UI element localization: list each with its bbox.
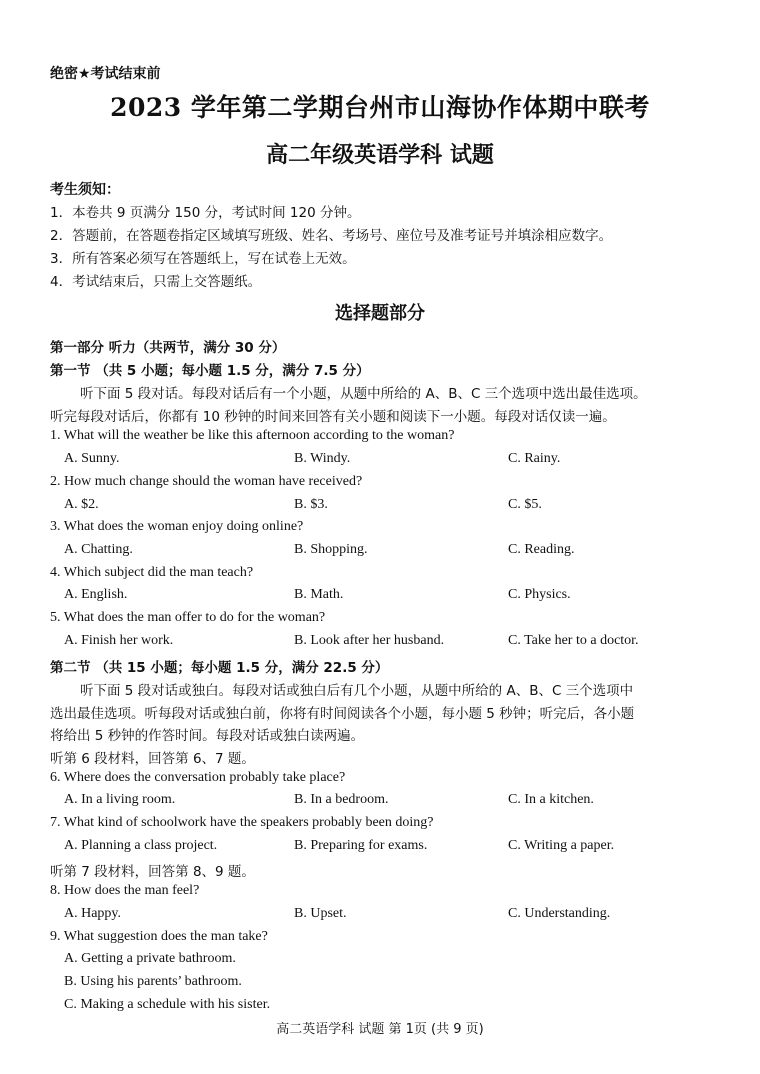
option-b: B. $3. [294, 497, 328, 512]
notice-heading: 考生须知： [50, 182, 120, 198]
option-b: B. Upset. [294, 906, 347, 921]
option-a: A. Chatting. [64, 542, 133, 557]
option-b: B. Shopping. [294, 542, 368, 557]
option-c: C. Rainy. [508, 451, 561, 466]
question-3: 3. What does the woman enjoy doing online? [50, 519, 304, 534]
option-a: A. $2. [64, 497, 99, 512]
section2-instructions: 听下面 5 段对话或独白。每段对话或独白后有几个小题，从题中所给的 A、B、C 三个选项中 [80, 683, 634, 699]
option-a: A. Getting a private bathroom. [64, 951, 236, 966]
question-7: 7. What kind of schoolwork have the speakers probably been doing? [50, 815, 434, 830]
option-c: C. $5. [508, 497, 542, 512]
notice-item: 1．本卷共 9 页满分 150 分，考试时间 120 分钟。 [50, 205, 361, 221]
question-2: 2. How much change should the woman have received? [50, 474, 363, 489]
option-a: A. In a living room. [64, 792, 176, 807]
question-5: 5. What does the man offer to do for the woman? [50, 610, 326, 625]
confidential-label: 绝密★考试结束前 [50, 66, 161, 82]
page-footer: 高二英语学科 试题 第 1页 (共 9 页) [276, 1022, 484, 1037]
option-b: B. Preparing for exams. [294, 838, 428, 853]
notice-item: 3．所有答案必须写在答题纸上，写在试卷上无效。 [50, 251, 356, 267]
question-8: 8. How does the man feel? [50, 883, 200, 898]
section2-heading: 第二节 （共 15 小题；每小题 1.5 分，满分 22.5 分） [50, 660, 389, 676]
material-7-note: 听第 7 段材料，回答第 8、9 题。 [50, 864, 255, 880]
question-1: 1. What will the weather be like this afternoon according to the woman? [50, 428, 455, 443]
exam-title: 2023 学年第二学期台州市山海协作体期中联考 [110, 93, 650, 122]
exam-subtitle: 高二年级英语学科 试题 [266, 142, 494, 168]
part1-heading: 第一部分 听力（共两节，满分 30 分） [50, 340, 286, 356]
question-4: 4. Which subject did the man teach? [50, 565, 254, 580]
option-b: B. In a bedroom. [294, 792, 389, 807]
option-b: B. Look after her husband. [294, 633, 445, 648]
question-9: 9. What suggestion does the man take? [50, 929, 268, 944]
section2-instructions-cont: 选出最佳选项。听每段对话或独白前，你将有时间阅读各个小题，每小题 5 秒钟；听完后，各小题 [50, 706, 635, 722]
section1-instructions: 听下面 5 段对话。每段对话后有一个小题，从题中所给的 A、B、C 三个选项中选出最佳选项。 [80, 386, 647, 402]
option-c: C. Writing a paper. [508, 838, 615, 853]
option-b: B. Using his parents’ bathroom. [64, 974, 242, 989]
option-b: B. Math. [294, 587, 344, 602]
section1-heading: 第一节 （共 5 小题；每小题 1.5 分，满分 7.5 分） [50, 363, 370, 379]
option-c: C. Reading. [508, 542, 575, 557]
option-a: A. Happy. [64, 906, 122, 921]
option-c: C. Physics. [508, 587, 571, 602]
option-a: A. Sunny. [64, 451, 120, 466]
section1-instructions-cont: 听完每段对话后，你都有 10 秒钟的时间来回答有关小题和阅读下一小题。每段对话仅读一遍。 [50, 409, 616, 425]
option-a: A. Planning a class project. [64, 838, 218, 853]
notice-item: 2．答题前，在答题卷指定区域填写班级、姓名、考场号、座位号及准考证号并填涂相应数字。 [50, 228, 613, 244]
option-a: A. English. [64, 587, 128, 602]
material-6-note: 听第 6 段材料，回答第 6、7 题。 [50, 751, 255, 767]
option-c: C. Understanding. [508, 906, 611, 921]
notice-item: 4．考试结束后，只需上交答题纸。 [50, 274, 262, 290]
option-b: B. Windy. [294, 451, 351, 466]
option-c: C. In a kitchen. [508, 792, 594, 807]
option-c: C. Making a schedule with his sister. [64, 997, 271, 1012]
section-title: 选择题部分 [335, 303, 425, 324]
option-c: C. Take her to a doctor. [508, 633, 639, 648]
section2-instructions-cont: 将给出 5 秒钟的作答时间。每段对话或独白读两遍。 [50, 728, 365, 744]
option-a: A. Finish her work. [64, 633, 174, 648]
question-6: 6. Where does the conversation probably take place? [50, 770, 346, 785]
